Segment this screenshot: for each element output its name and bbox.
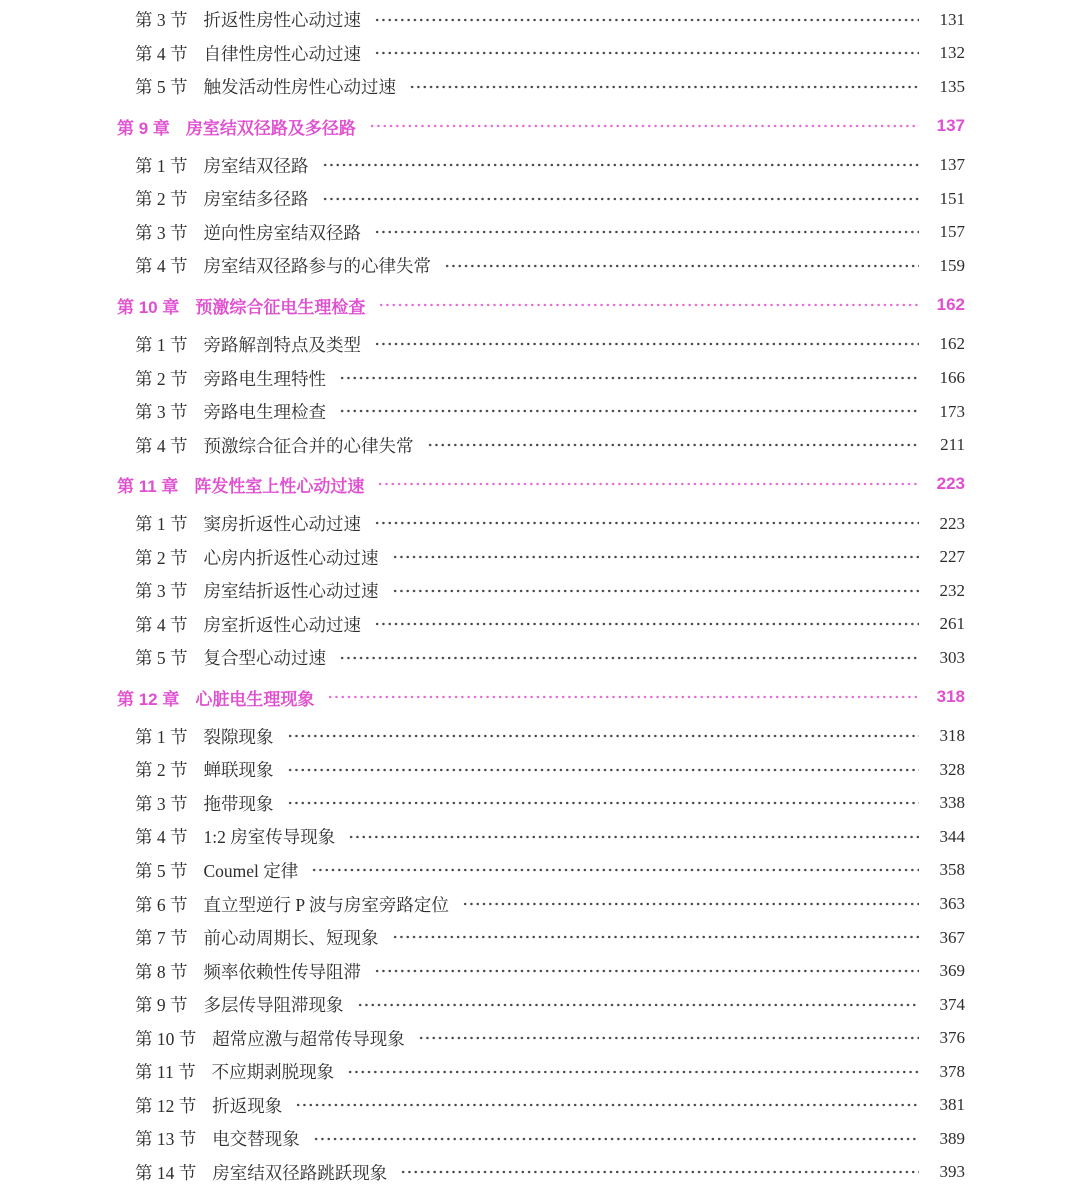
entry-number-label: 第 4 节	[135, 435, 188, 456]
entry-number-label: 第 3 节	[135, 581, 188, 602]
dot-leader	[409, 70, 919, 104]
entry-page-number: 338	[939, 793, 965, 813]
dot-leader	[374, 328, 919, 362]
dot-leader	[374, 954, 919, 988]
entry-page-number: 344	[939, 826, 965, 846]
entry-title: 房室结折返性心动过速	[203, 581, 379, 602]
entry-page-number: 137	[939, 155, 965, 175]
entry-number-label: 第 1 节	[135, 514, 188, 535]
toc-entry-row	[117, 328, 965, 362]
entry-page-number: 381	[939, 1095, 965, 1115]
entry-number-label: 第 2 节	[135, 368, 188, 389]
entry-number-label: 第 2 节	[135, 189, 188, 210]
entry-number-label: 第 4 节	[135, 43, 188, 64]
entry-title: 心脏电生理现象	[195, 689, 315, 709]
dot-leader	[287, 720, 920, 754]
entry-page-number: 369	[939, 961, 965, 981]
dot-leader	[287, 787, 920, 821]
entry-page-number: 318	[936, 687, 965, 707]
dot-leader	[347, 1055, 919, 1089]
dot-leader	[392, 540, 920, 574]
entry-page-number: 367	[939, 927, 965, 947]
entry-title: 电交替现象	[212, 1129, 300, 1150]
entry-title: 前心动周期长、短现象	[203, 928, 379, 949]
entry-page-number: 261	[939, 614, 965, 634]
entry-number-label: 第 3 节	[135, 793, 188, 814]
toc-entry-row	[117, 1021, 965, 1055]
toc-entry-row	[117, 70, 965, 104]
entry-title: 触发活动性房性心动过速	[203, 77, 396, 98]
dot-leader	[392, 574, 920, 608]
entry-title: 折返现象	[212, 1095, 283, 1116]
toc-entry-row	[117, 1122, 965, 1156]
entry-number-label: 第 2 节	[135, 547, 188, 568]
entry-page-number: 393	[939, 1162, 965, 1182]
entry-number-label: 第 6 节	[135, 894, 188, 915]
toc-entry-row	[117, 249, 965, 283]
entry-page-number: 374	[939, 994, 965, 1014]
entry-number-label: 第 3 节	[135, 222, 188, 243]
dot-leader	[374, 37, 919, 71]
dot-leader	[444, 249, 919, 283]
dot-leader	[339, 361, 919, 395]
entry-number-label: 第 1 节	[135, 726, 188, 747]
entry-title: 多层传导阻滞现象	[203, 995, 344, 1016]
toc-entry-row	[117, 3, 965, 37]
toc-entry-row	[117, 468, 965, 502]
toc-entry-row	[117, 607, 965, 641]
entry-page-number: 389	[939, 1128, 965, 1148]
entry-number-label: 第 4 节	[135, 827, 188, 848]
entry-number-label: 第 5 节	[135, 860, 188, 881]
entry-page-number: 376	[939, 1028, 965, 1048]
entry-number-label: 第 10 章	[117, 297, 180, 317]
dot-leader	[369, 109, 919, 143]
toc-entry-row	[117, 1055, 965, 1089]
toc-entry-row	[117, 921, 965, 955]
entry-page-number: 162	[939, 334, 965, 354]
toc-entry-row	[117, 988, 965, 1022]
entry-number-label: 第 4 节	[135, 256, 188, 277]
toc-entry-row	[117, 1089, 965, 1123]
toc-entry-row	[117, 428, 965, 462]
dot-leader	[295, 1089, 919, 1123]
toc-entry-row	[117, 1156, 965, 1190]
entry-title: 旁路电生理特性	[203, 368, 326, 389]
entry-number-label: 第 2 节	[135, 760, 188, 781]
entry-number-label: 第 12 节	[135, 1095, 197, 1116]
entry-number-label: 第 8 节	[135, 961, 188, 982]
dot-leader	[374, 507, 919, 541]
entry-title: 房室结双径路及多径路	[185, 118, 356, 138]
entry-title: 房室结双径路参与的心律失常	[203, 256, 431, 277]
dot-leader	[374, 607, 919, 641]
entry-page-number: 211	[940, 435, 965, 455]
entry-page-number: 159	[939, 255, 965, 275]
toc-entry-row	[117, 720, 965, 754]
toc-entry-row	[117, 540, 965, 574]
dot-leader	[322, 182, 920, 216]
entry-page-number: 137	[936, 116, 965, 136]
entry-title: 房室折返性心动过速	[203, 614, 361, 635]
entry-title: 预激综合征电生理检查	[195, 297, 366, 317]
entry-page-number: 328	[939, 759, 965, 779]
entry-title: 直立型逆行 P 波与房室旁路定位	[203, 894, 449, 915]
entry-title: 自律性房性心动过速	[203, 43, 361, 64]
dot-leader	[378, 289, 919, 323]
entry-number-label: 第 4 节	[135, 614, 188, 635]
entry-number-label: 第 12 章	[117, 689, 180, 709]
entry-title: 拖带现象	[203, 793, 274, 814]
toc-entry-row	[117, 109, 965, 143]
toc-entry-row	[117, 753, 965, 787]
dot-leader	[348, 820, 919, 854]
dot-leader	[287, 753, 920, 787]
entry-page-number: 157	[939, 222, 965, 242]
entry-title: 房室结双径路跳跃现象	[212, 1162, 388, 1183]
entry-title: 预激综合征合并的心律失常	[203, 435, 414, 456]
toc-entry-row	[117, 574, 965, 608]
entry-number-label: 第 9 节	[135, 995, 188, 1016]
dot-leader	[339, 641, 919, 675]
toc-entry-row	[117, 149, 965, 183]
entry-title: 房室结多径路	[203, 189, 309, 210]
dot-leader	[311, 854, 919, 888]
entry-page-number: 227	[939, 547, 965, 567]
entry-page-number: 151	[939, 188, 965, 208]
entry-page-number: 378	[939, 1061, 965, 1081]
dot-leader	[462, 887, 919, 921]
toc-entry-row	[117, 37, 965, 71]
dot-leader	[392, 921, 920, 955]
entry-page-number: 173	[939, 401, 965, 421]
entry-title: Coumel 定律	[203, 860, 299, 881]
dot-leader	[322, 149, 920, 183]
entry-page-number: 303	[939, 647, 965, 667]
dot-leader	[327, 680, 919, 714]
entry-title: 折返性房性心动过速	[203, 10, 361, 31]
toc-entry-row	[117, 680, 965, 714]
entry-title: 裂隙现象	[203, 726, 274, 747]
entry-number-label: 第 3 节	[135, 402, 188, 423]
entry-title: 旁路电生理检查	[203, 402, 326, 423]
entry-title: 频率依赖性传导阻滞	[203, 961, 361, 982]
entry-page-number: 232	[939, 580, 965, 600]
toc-entry-row	[117, 507, 965, 541]
entry-number-label: 第 7 节	[135, 928, 188, 949]
entry-page-number: 131	[939, 9, 965, 29]
entry-page-number: 318	[939, 726, 965, 746]
entry-page-number: 358	[939, 860, 965, 880]
dot-leader	[400, 1156, 919, 1190]
toc-entry-row	[117, 820, 965, 854]
toc-entry-row	[117, 641, 965, 675]
entry-page-number: 223	[939, 513, 965, 533]
toc-entry-row	[117, 289, 965, 323]
entry-title: 窦房折返性心动过速	[203, 514, 361, 535]
entry-page-number: 132	[939, 43, 965, 63]
entry-title: 1:2 房室传导现象	[203, 827, 336, 848]
entry-page-number: 135	[939, 76, 965, 96]
entry-title: 逆向性房室结双径路	[203, 222, 361, 243]
toc-entry-row	[117, 216, 965, 250]
entry-title: 蝉联现象	[203, 760, 274, 781]
dot-leader	[313, 1122, 919, 1156]
entry-title: 不应期剥脱现象	[211, 1062, 335, 1083]
dot-leader	[357, 988, 920, 1022]
dot-leader	[427, 428, 920, 462]
entry-number-label: 第 3 节	[135, 10, 188, 31]
entry-page-number: 162	[936, 295, 965, 315]
entry-number-label: 第 13 节	[135, 1129, 197, 1150]
entry-page-number: 166	[939, 368, 965, 388]
entry-number-label: 第 11 节	[135, 1062, 196, 1083]
table-of-contents	[117, 3, 965, 1189]
toc-entry-row	[117, 787, 965, 821]
dot-leader	[377, 468, 919, 502]
entry-number-label: 第 10 节	[135, 1028, 197, 1049]
entry-number-label: 第 11 章	[117, 476, 179, 496]
entry-number-label: 第 5 节	[135, 77, 188, 98]
entry-number-label: 第 5 节	[135, 648, 188, 669]
entry-title: 阵发性室上性心动过速	[194, 476, 365, 496]
entry-title: 超常应激与超常传导现象	[212, 1028, 405, 1049]
entry-page-number: 363	[939, 894, 965, 913]
toc-entry-row	[117, 182, 965, 216]
toc-entry-row	[117, 361, 965, 395]
dot-leader	[339, 395, 919, 429]
entry-title: 心房内折返性心动过速	[203, 547, 379, 568]
entry-number-label: 第 1 节	[135, 334, 188, 355]
dot-leader	[418, 1021, 919, 1055]
entry-title: 复合型心动过速	[203, 648, 326, 669]
toc-entry-row	[117, 887, 965, 921]
entry-number-label: 第 1 节	[135, 155, 188, 176]
toc-entry-row	[117, 854, 965, 888]
entry-number-label: 第 14 节	[135, 1162, 197, 1183]
toc-entry-row	[117, 954, 965, 988]
entry-title: 旁路解剖特点及类型	[203, 334, 361, 355]
entry-page-number: 223	[936, 474, 965, 494]
dot-leader	[374, 3, 919, 37]
entry-title: 房室结双径路	[203, 155, 309, 176]
entry-number-label: 第 9 章	[117, 118, 170, 138]
toc-entry-row	[117, 395, 965, 429]
dot-leader	[374, 216, 919, 250]
